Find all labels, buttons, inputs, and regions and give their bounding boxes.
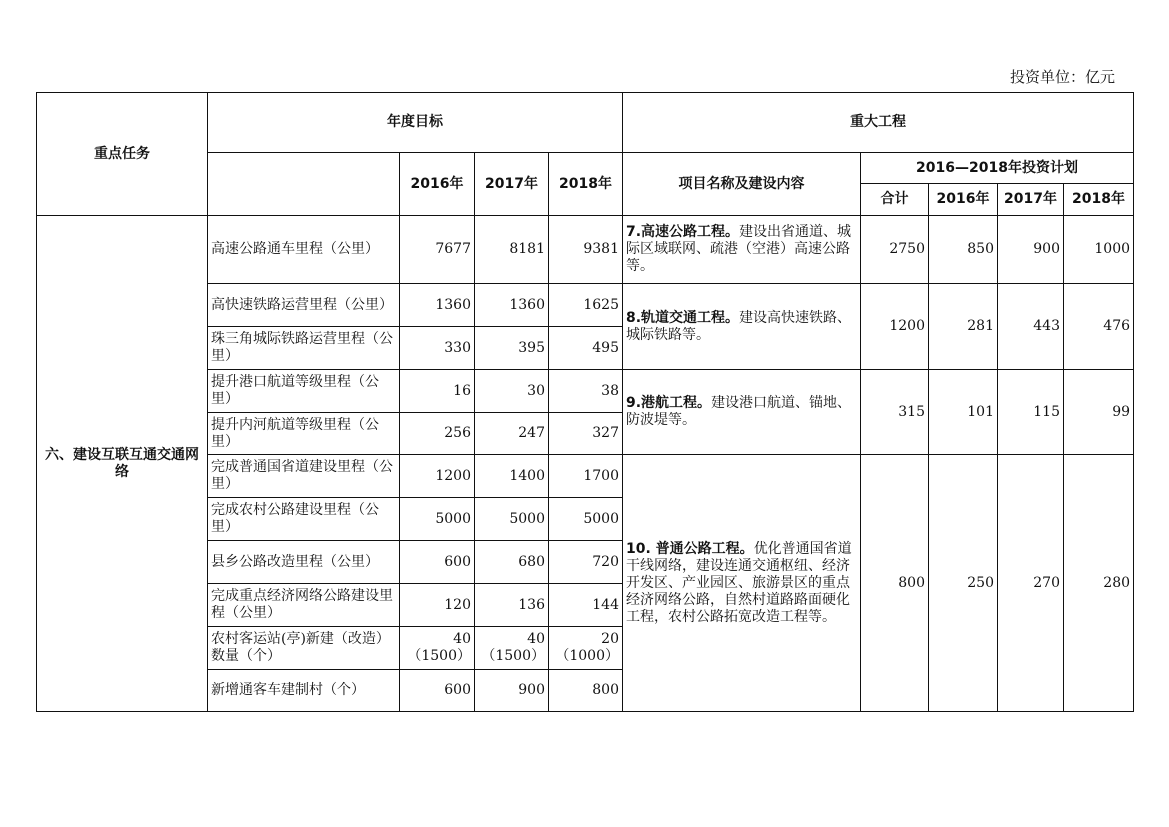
project-desc: 建设港口航道、锚地、防波堤等。 [626, 395, 852, 428]
indicator-name: 提升内河航道等级里程（公里） [208, 413, 400, 455]
project-desc: 建设高快速铁路、城际铁路等。 [626, 309, 852, 343]
indicator-value-2017: 1400 [475, 455, 549, 498]
value-sub: （1500） [481, 648, 545, 664]
indicator-value-2018: 38 [549, 370, 623, 413]
indicator-value-2017: 8181 [475, 216, 549, 284]
header-major-projects: 重大工程 [623, 93, 1134, 153]
project-title: 8.轨道交通工程。 [626, 309, 740, 326]
value-sub: （1000） [555, 648, 619, 664]
indicator-value-2017: 30 [475, 370, 549, 413]
project-cell [623, 455, 861, 712]
project-total: 1200 [861, 284, 929, 370]
header-indicator-blank [208, 153, 400, 216]
project-inv-2016: 281 [929, 284, 998, 370]
project-inv-2017: 115 [998, 370, 1064, 455]
project-inv-2018: 1000 [1064, 216, 1134, 284]
indicator-name: 珠三角城际铁路运营里程（公里） [208, 327, 400, 370]
table-row [37, 216, 1134, 284]
project-total: 315 [861, 370, 929, 455]
project-title: 7.高速公路工程。 [626, 224, 740, 240]
project-inv-2016: 250 [929, 455, 998, 712]
indicator-value-2016: 120 [400, 584, 475, 627]
header-annual-targets: 年度目标 [208, 93, 623, 153]
indicator-value-2017: 1360 [475, 284, 549, 327]
indicator-value-2018: 1625 [549, 284, 623, 327]
project-desc: 优化普通国省道干线网络，建设连通交通枢纽、经济开发区、产业园区、旅游景区的重点经济网络公路，自然村道路路面硬化工程，农村公路拓宽改造工程等。 [626, 540, 852, 625]
project-cell [623, 284, 861, 370]
project-cell [623, 216, 861, 284]
indicator-value-2018: 327 [549, 413, 623, 455]
indicator-value-2017: 900 [475, 670, 549, 712]
indicator-value-2016: 5000 [400, 498, 475, 541]
indicator-value-2016: 330 [400, 327, 475, 370]
indicator-value-2016: 7677 [400, 216, 475, 284]
indicator-value-2018: 144 [549, 584, 623, 627]
indicator-value-2018: 495 [549, 327, 623, 370]
indicator-name: 高快速铁路运营里程（公里） [208, 284, 400, 327]
header-inv-2017: 2017年 [998, 184, 1064, 216]
indicator-value-2018: 800 [549, 670, 623, 712]
indicator-value-2018: 720 [549, 541, 623, 584]
project-inv-2017: 443 [998, 284, 1064, 370]
indicator-name: 完成重点经济网络公路建设里程（公里） [208, 584, 400, 627]
header-total: 合计 [861, 184, 929, 216]
value-main: 20 [601, 631, 619, 647]
indicator-value-2016: 1200 [400, 455, 475, 498]
header-task: 重点任务 [37, 93, 208, 216]
value-main: 40 [527, 631, 545, 647]
indicator-value-2017: 136 [475, 584, 549, 627]
project-inv-2017: 900 [998, 216, 1064, 284]
header-investment-plan: 2016—2018年投资计划 [861, 153, 1134, 184]
indicator-name: 完成普通国省道建设里程（公里） [208, 455, 400, 498]
indicator-value-2016: 1360 [400, 284, 475, 327]
indicator-value-2018: 1700 [549, 455, 623, 498]
task-name: 六、建设互联互通交通网络 [37, 216, 208, 712]
project-total: 2750 [861, 216, 929, 284]
project-title: 9.港航工程。 [626, 395, 712, 411]
indicator-value-2016: 16 [400, 370, 475, 413]
indicator-value-2017: 247 [475, 413, 549, 455]
investment-unit-label: 投资单位：亿元 [1010, 68, 1116, 86]
indicator-name: 完成农村公路建设里程（公里） [208, 498, 400, 541]
indicator-name: 农村客运站(亭)新建（改造）数量（个） [208, 627, 400, 670]
project-inv-2016: 101 [929, 370, 998, 455]
project-total: 800 [861, 455, 929, 712]
indicator-name: 新增通客车建制村（个） [208, 670, 400, 712]
header-year-2016: 2016年 [400, 153, 475, 216]
project-inv-2018: 476 [1064, 284, 1134, 370]
indicator-value-2016: 256 [400, 413, 475, 455]
project-cell [623, 370, 861, 455]
indicator-value-2017: 5000 [475, 498, 549, 541]
project-desc: 建设出省通道、城际区域联网、疏港（空港）高速公路等。 [626, 224, 852, 274]
indicator-value-2018: 9381 [549, 216, 623, 284]
project-inv-2018: 280 [1064, 455, 1134, 712]
indicator-value-2016: 600 [400, 670, 475, 712]
indicator-value-2016 [400, 627, 475, 670]
indicator-name: 县乡公路改造里程（公里） [208, 541, 400, 584]
project-inv-2018: 99 [1064, 370, 1134, 455]
header-year-2017: 2017年 [475, 153, 549, 216]
project-inv-2016: 850 [929, 216, 998, 284]
header-project-name: 项目名称及建设内容 [623, 153, 861, 216]
indicator-value-2017: 395 [475, 327, 549, 370]
indicator-value-2017: 680 [475, 541, 549, 584]
value-main: 40 [453, 631, 471, 647]
header-inv-2018: 2018年 [1064, 184, 1134, 216]
header-inv-2016: 2016年 [929, 184, 998, 216]
indicator-value-2016: 600 [400, 541, 475, 584]
indicator-name: 高速公路通车里程（公里） [208, 216, 400, 284]
indicator-value-2018 [549, 627, 623, 670]
project-title: 10. 普通公路工程。 [626, 540, 754, 557]
indicator-name: 提升港口航道等级里程（公里） [208, 370, 400, 413]
value-sub: （1500） [407, 648, 471, 664]
indicator-value-2018: 5000 [549, 498, 623, 541]
header-year-2018: 2018年 [549, 153, 623, 216]
investment-table [36, 92, 1134, 712]
project-inv-2017: 270 [998, 455, 1064, 712]
indicator-value-2017 [475, 627, 549, 670]
